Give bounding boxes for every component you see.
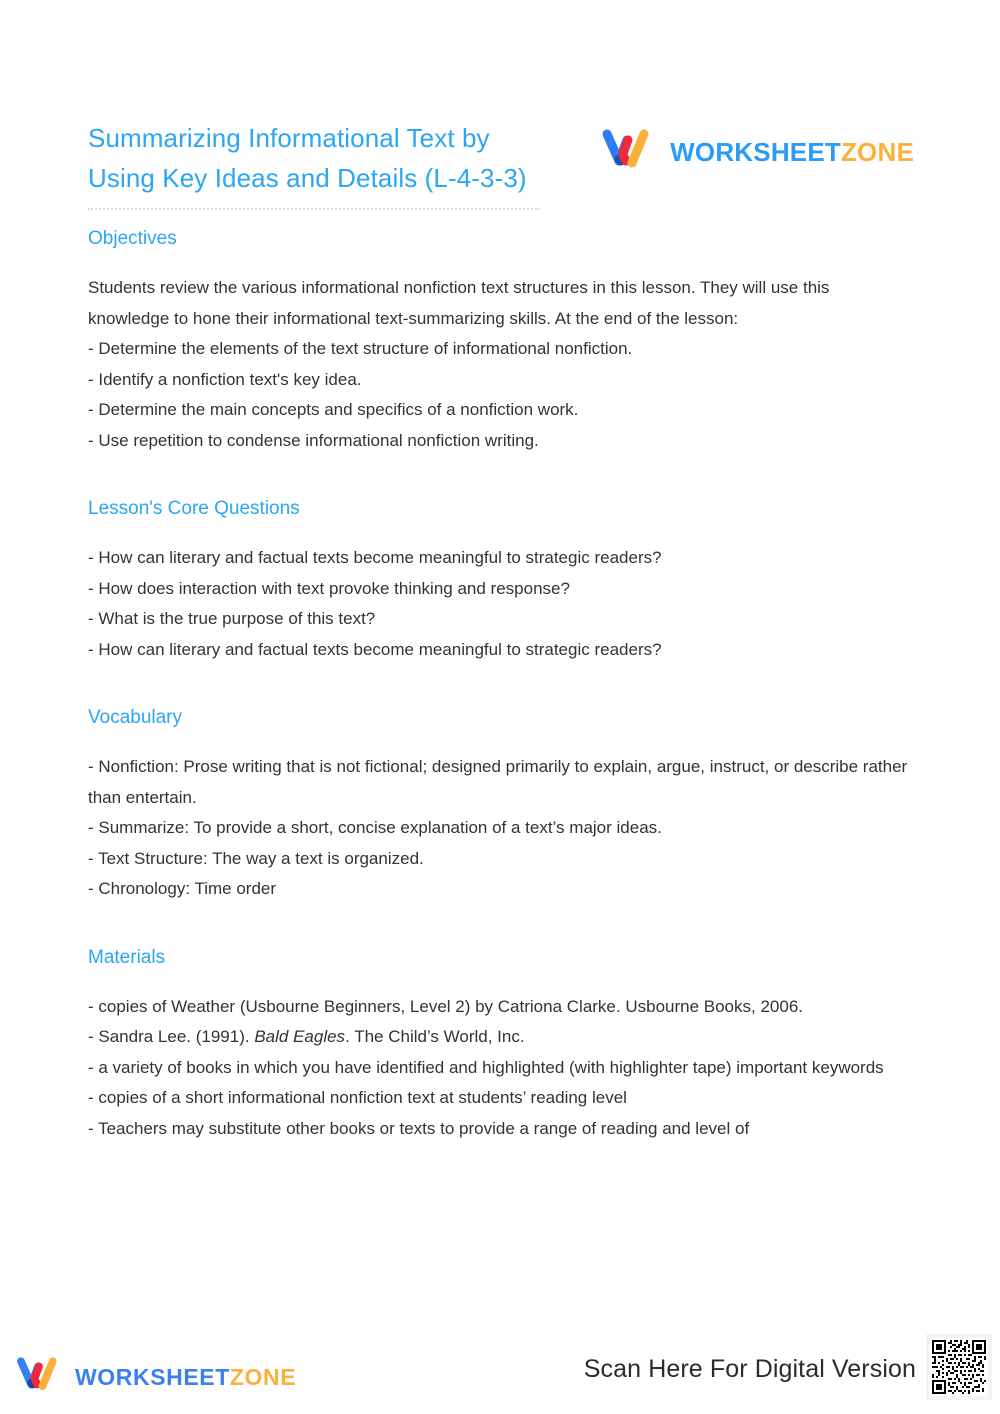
materials-item: - Teachers may substitute other books or texts to provide a range of reading and level of bbox=[88, 1118, 750, 1138]
scan-instruction-text: Scan Here For Digital Version bbox=[583, 1354, 916, 1383]
document-content bbox=[88, 118, 912, 1144]
brand-word-primary: WORKSHEET bbox=[670, 137, 841, 167]
vocabulary-item: - Text Structure: The way a text is organized. bbox=[88, 848, 424, 868]
brand-wordmark bbox=[75, 1364, 296, 1391]
materials-item: - copies of a short informational nonfiction text at students’ reading level bbox=[88, 1088, 627, 1107]
brand-word-secondary: ZONE bbox=[840, 137, 914, 167]
citation-title: Bald Eagles bbox=[254, 1027, 346, 1046]
materials-item: - a variety of books in which you have identified and highlighted (with highlighter tape) important keywords bbox=[88, 1057, 884, 1077]
section-vocabulary bbox=[88, 705, 912, 905]
objectives-intro: Students review the various informational nonfiction text structures in this lesson. They will use this knowledge to hone their informational text-summarizing skills. At the end of the lesson: bbox=[88, 278, 830, 328]
worksheetzone-logo-icon bbox=[14, 1355, 64, 1400]
objectives-item: - Use repetition to condense informational nonfiction writing. bbox=[88, 430, 539, 450]
core-question-item: - How can literary and factual texts become meaningful to strategic readers? bbox=[88, 548, 662, 567]
vocabulary-body bbox=[88, 752, 912, 905]
objectives-heading: Objectives bbox=[88, 228, 177, 249]
core-questions-heading: Lesson's Core Questions bbox=[88, 498, 300, 519]
materials-body bbox=[88, 992, 912, 1145]
citation-suffix: . The Child’s World, Inc. bbox=[345, 1027, 525, 1046]
qr-code-icon[interactable] bbox=[926, 1334, 992, 1400]
objectives-item: - Identify a nonfiction text's key idea. bbox=[88, 369, 362, 389]
section-core-questions bbox=[88, 496, 912, 665]
vocabulary-item: - Nonfiction: Prose writing that is not fictional; designed primarily to explain, argue, instruct, or describe rather than entertain. bbox=[88, 757, 908, 807]
citation-prefix: - Sandra Lee. (1991). bbox=[88, 1027, 255, 1046]
section-objectives bbox=[88, 226, 912, 456]
document-header bbox=[88, 118, 912, 210]
footer-logo bbox=[14, 1355, 296, 1400]
section-materials bbox=[88, 945, 912, 1145]
objectives-item: - Determine the elements of the text structure of informational nonfiction. bbox=[88, 339, 633, 358]
brand-word-secondary: ZONE bbox=[229, 1364, 297, 1390]
worksheetzone-logo-icon bbox=[599, 128, 657, 177]
brand-wordmark bbox=[670, 137, 914, 168]
footer-scan-block bbox=[584, 1334, 992, 1404]
core-question-item: - How can literary and factual texts become meaningful to strategic readers? bbox=[88, 639, 662, 659]
core-question-item: - What is the true purpose of this text? bbox=[88, 609, 376, 628]
vocabulary-heading: Vocabulary bbox=[88, 707, 183, 728]
header-logo bbox=[599, 128, 914, 177]
page-footer bbox=[0, 1322, 1000, 1414]
vocabulary-item: - Summarize: To provide a short, concise explanation of a text’s major ideas. bbox=[88, 818, 662, 837]
materials-item: - copies of Weather (Usbourne Beginners, Level 2) by Catriona Clarke. Usbourne Books, 2006. bbox=[88, 996, 804, 1016]
materials-heading: Materials bbox=[88, 946, 166, 968]
core-question-item: - How does interaction with text provoke thinking and response? bbox=[88, 578, 570, 598]
page-title: Summarizing Informational Text by Using Key Ideas and Details (L-4-3-3) bbox=[88, 123, 527, 193]
materials-citation bbox=[88, 1022, 912, 1053]
title-column bbox=[88, 118, 540, 210]
vocabulary-item: - Chronology: Time order bbox=[88, 879, 277, 898]
brand-word-primary: WORKSHEET bbox=[75, 1364, 230, 1390]
objectives-item: - Determine the main concepts and specifics of a nonfiction work. bbox=[88, 400, 579, 419]
objectives-body bbox=[88, 273, 912, 456]
title-divider bbox=[88, 208, 540, 210]
core-questions-body bbox=[88, 543, 912, 665]
